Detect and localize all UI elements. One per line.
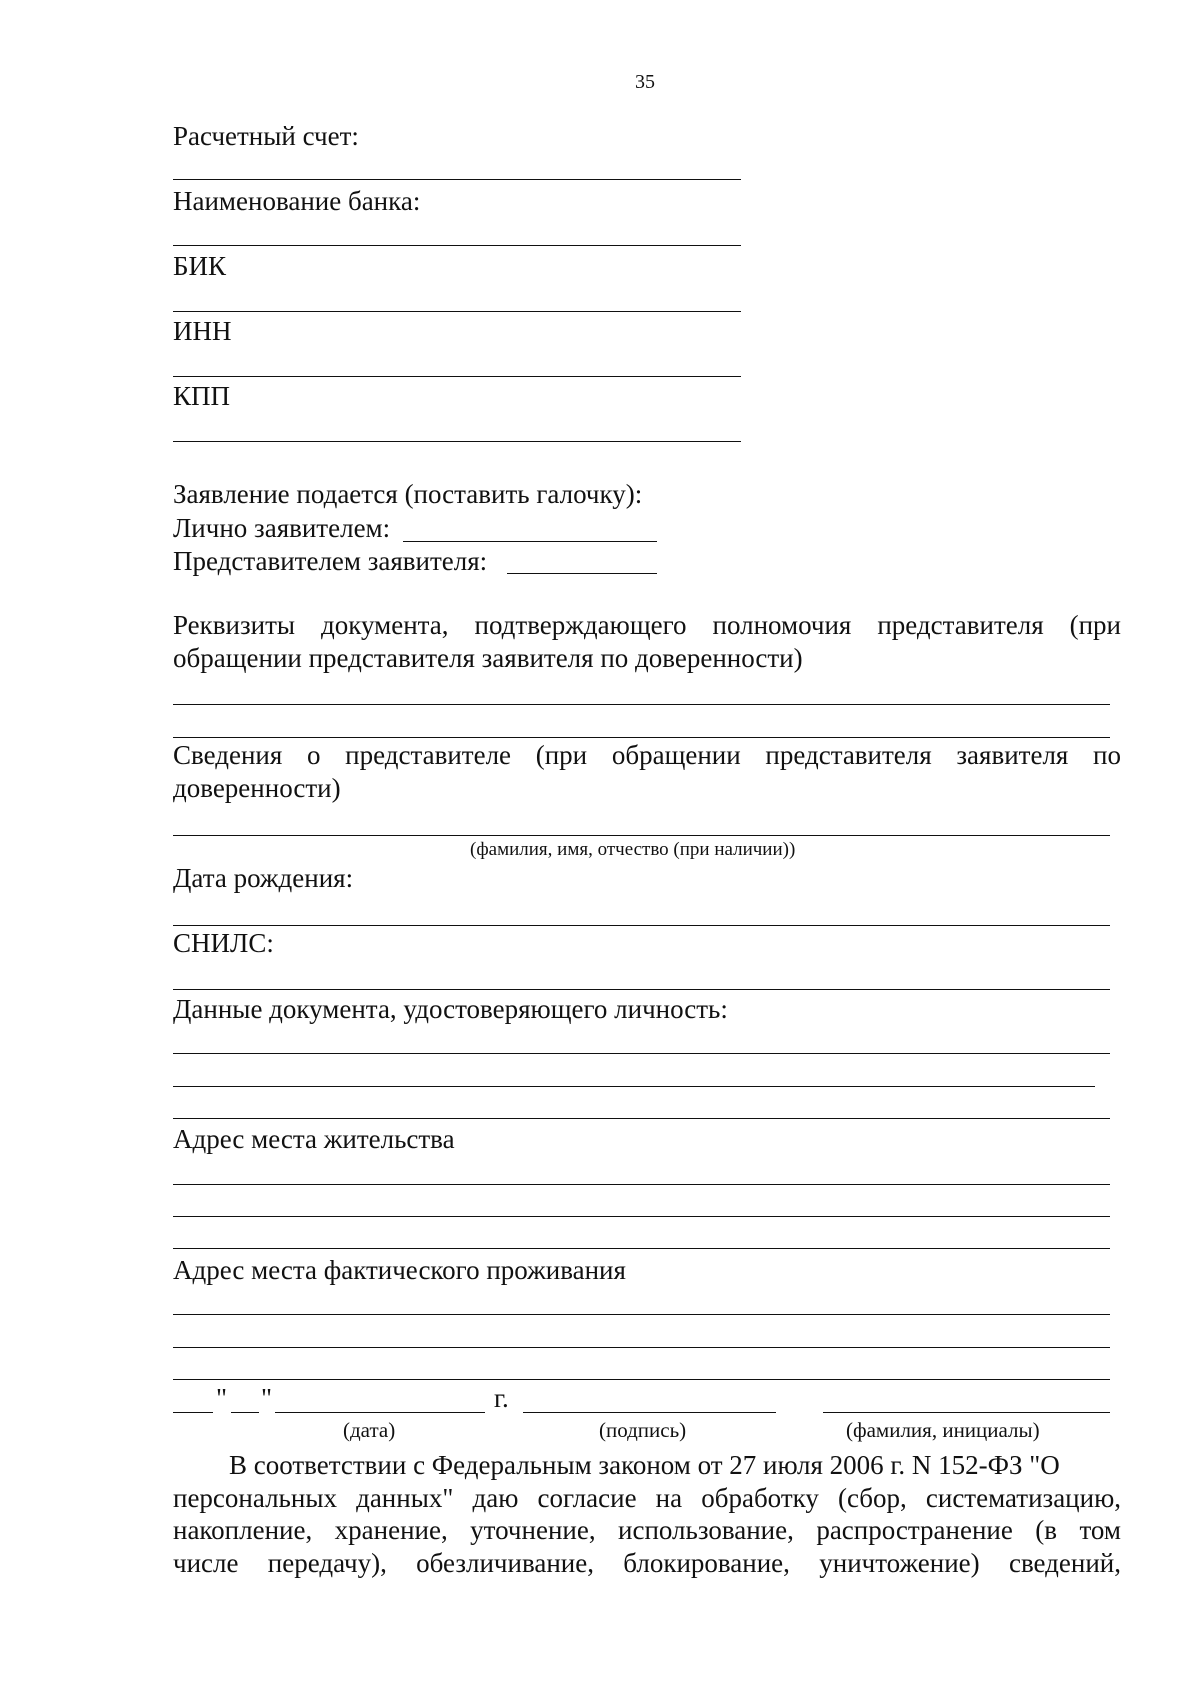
quote-open: " [216, 1383, 228, 1413]
bik-label: БИК [173, 251, 227, 281]
actual-address-line-b[interactable] [173, 1347, 1110, 1348]
account-label: Расчетный счет: [173, 121, 359, 151]
bik-line[interactable] [173, 311, 741, 312]
representative-checkbox-line[interactable] [507, 573, 657, 574]
representative-info-line2: доверенности) [173, 773, 341, 803]
personally-label: Лично заявителем: [173, 513, 391, 543]
name-line[interactable] [823, 1412, 1110, 1413]
consent-line3: накопление, хранение, уточнение, использование, распространение (в том [173, 1515, 1121, 1545]
day-blank-a[interactable] [173, 1412, 213, 1413]
kpp-line[interactable] [173, 441, 741, 442]
authority-doc-line-a[interactable] [173, 704, 1110, 705]
submission-heading: Заявление подается (поставить галочку): [173, 479, 643, 509]
day-blank-b[interactable] [231, 1412, 259, 1413]
personally-checkbox-line[interactable] [403, 541, 657, 542]
residence-line-a[interactable] [173, 1184, 1110, 1185]
fio-caption: (фамилия, имя, отчество (при наличии)) [470, 839, 796, 860]
year-suffix: г. [494, 1383, 509, 1413]
id-doc-line-b[interactable] [173, 1086, 1095, 1087]
actual-address-line-a[interactable] [173, 1314, 1110, 1315]
name-caption: (фамилия, инициалы) [846, 1418, 1040, 1442]
id-doc-line-a[interactable] [173, 1053, 1110, 1054]
kpp-label: КПП [173, 381, 231, 411]
id-doc-line-c[interactable] [173, 1118, 1110, 1119]
inn-label: ИНН [173, 316, 232, 346]
month-blank[interactable] [275, 1412, 485, 1413]
birth-date-label: Дата рождения: [173, 863, 354, 893]
sign-caption: (подпись) [599, 1418, 687, 1442]
fio-line[interactable] [173, 835, 1110, 836]
quote-close: " [261, 1383, 273, 1413]
residence-label: Адрес места жительства [173, 1124, 455, 1154]
bank-name-line[interactable] [173, 245, 741, 246]
actual-address-label: Адрес места фактического проживания [173, 1255, 626, 1285]
birth-date-line[interactable] [173, 925, 1110, 926]
consent-line1: В соответствии с Федеральным законом от 27 июля 2006 г. N 152-ФЗ "О [229, 1450, 1060, 1480]
authority-doc-line2: обращении представителя заявителя по доверенности) [173, 643, 803, 673]
authority-doc-line1: Реквизиты документа, подтверждающего полномочия представителя (при [173, 610, 1121, 640]
representative-info-line1: Сведения о представителе (при обращении представителя заявителя по [173, 740, 1121, 770]
actual-address-line-c[interactable] [173, 1379, 1110, 1380]
representative-label: Представителем заявителя: [173, 546, 488, 576]
snils-line[interactable] [173, 989, 1110, 990]
id-doc-label: Данные документа, удостоверяющего личность: [173, 994, 728, 1024]
inn-line[interactable] [173, 376, 741, 377]
authority-doc-line-b[interactable] [173, 737, 1110, 738]
account-line[interactable] [173, 179, 741, 180]
bank-name-label: Наименование банка: [173, 186, 421, 216]
residence-line-c[interactable] [173, 1248, 1110, 1249]
residence-line-b[interactable] [173, 1216, 1110, 1217]
page-number: 35 [635, 71, 655, 93]
date-caption: (дата) [343, 1418, 396, 1442]
signature-line[interactable] [523, 1412, 776, 1413]
consent-line2: персональных данных" даю согласие на обработку (сбор, систематизацию, [173, 1483, 1121, 1513]
snils-label: СНИЛС: [173, 928, 274, 958]
consent-line4: числе передачу), обезличивание, блокирование, уничтожение) сведений, [173, 1548, 1121, 1578]
